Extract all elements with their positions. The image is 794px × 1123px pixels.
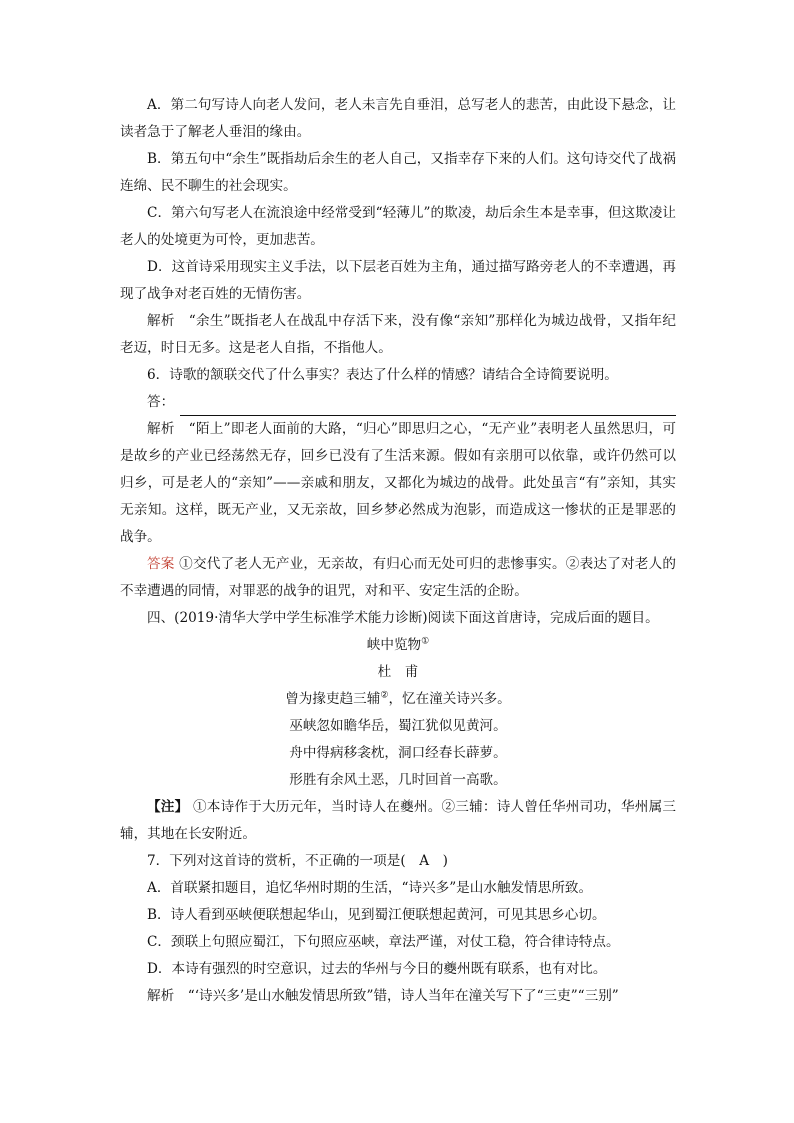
q7-option-d: D．本诗有强烈的时空意识，过去的华州与今日的夔州既有联系，也有对比。	[147, 961, 607, 977]
poem-line-4: 形胜有余风土恶，几时回首一高歌。	[289, 772, 507, 788]
q6-question: 6．诗歌的颔联交代了什么事实？表达了什么样的情感？请结合全诗简要说明。	[147, 367, 618, 383]
poem-line-1: 曾为掾吏趋三辅②，忆在潼关诗兴多。	[285, 690, 511, 707]
poem-line-3: 舟中得病移衾枕，洞口经春长薜萝。	[289, 745, 507, 761]
answer-blank[interactable]	[180, 397, 676, 416]
poem-line-2: 巫峡忽如瞻华岳，蜀江犹似见黄河。	[289, 718, 507, 734]
q7-option-b: B．诗人看到巫峡便联想起华山，见到蜀江便联想起黄河，可见其思乡心切。	[147, 907, 606, 923]
q6-analysis: 解析 “陌上”即老人面前的大路，“归心”即思归之心，“无产业”表明老人虽然思归，可是故乡的产业已经荡然无存，回乡已没有了生活来源。假如有亲朋可以依靠，或许仍然可以归乡，可是老人的“亲知”——亲戚和朋友，又都化为城边的战骨。此处虽言“有”亲知，其实无亲知。这样，既无产业，又无亲故，回乡梦必然成为泡影，而造成这一惨状的正是罪恶的战争。	[120, 421, 676, 545]
q6-answer-line	[120, 389, 676, 416]
document-page	[120, 92, 676, 1010]
poem-notes: 【注】 ①本诗作于大历元年，当时诗人在夔州。②三辅：诗人曾任华州司功，华州属三辅，其地在长安附近。	[120, 799, 677, 842]
q6-answer-key	[120, 551, 676, 605]
q7-question: 7．下列对这首诗的赏析，不正确的一项是( A )	[147, 853, 448, 869]
section4-heading: 四、(2019·清华大学中学生标准学术能力诊断)阅读下面这首唐诗，完成后面的题目。	[147, 610, 659, 626]
q5-option-d: D．这首诗采用现实主义手法，以下层老百姓为主角，通过描写路旁老人的不幸遭遇，再现了战争对老百姓的无情伤害。	[120, 259, 676, 302]
q5-option-c: C．第六句写老人在流浪途中经常受到“轻薄儿”的欺凌，劫后余生本是幸事，但这欺凌让老人的处境更为可怜，更加悲苦。	[120, 205, 676, 248]
answer-key-text: ①交代了老人无产业，无亲故，有归心而无处可归的悲惨事实。②表达了对老人的不幸遭遇的同情，对罪恶的战争的诅咒，对和平、安定生活的企盼。	[120, 556, 677, 599]
answer-key-label: 答案	[147, 556, 175, 572]
q5-option-a: A．第二句写诗人向老人发问，老人未言先自垂泪，总写老人的悲苦，由此设下悬念，让读者急于了解老人垂泪的缘由。	[120, 97, 676, 140]
poem-title: 峡中览物①	[366, 636, 430, 653]
q5-option-b: B．第五句中“余生”既指劫后余生的老人自己，又指幸存下来的人们。这句诗交代了战祸连绵、民不聊生的社会现实。	[120, 151, 676, 194]
q7-analysis: 解析 “‘诗兴多’是山水触发情思所致”错，诗人当年在潼关写下了“三吏”“三别”	[147, 988, 619, 1004]
poem-author: 杜 甫	[377, 664, 419, 680]
answer-label: 答：	[147, 394, 175, 410]
q7-option-c: C．颈联上句照应蜀江，下句照应巫峡，章法严谨，对仗工稳，符合律诗特点。	[147, 934, 620, 950]
q5-analysis: 解析 “余生”既指老人在战乱中存活下来，没有像“亲知”那样化为城边战骨，又指年纪老迈，时日无多。这是老人自指，不指他人。	[120, 313, 676, 356]
q7-option-a: A．首联紧扣题目，追忆华州时期的生活，“诗兴多”是山水触发情思所致。	[147, 880, 593, 896]
